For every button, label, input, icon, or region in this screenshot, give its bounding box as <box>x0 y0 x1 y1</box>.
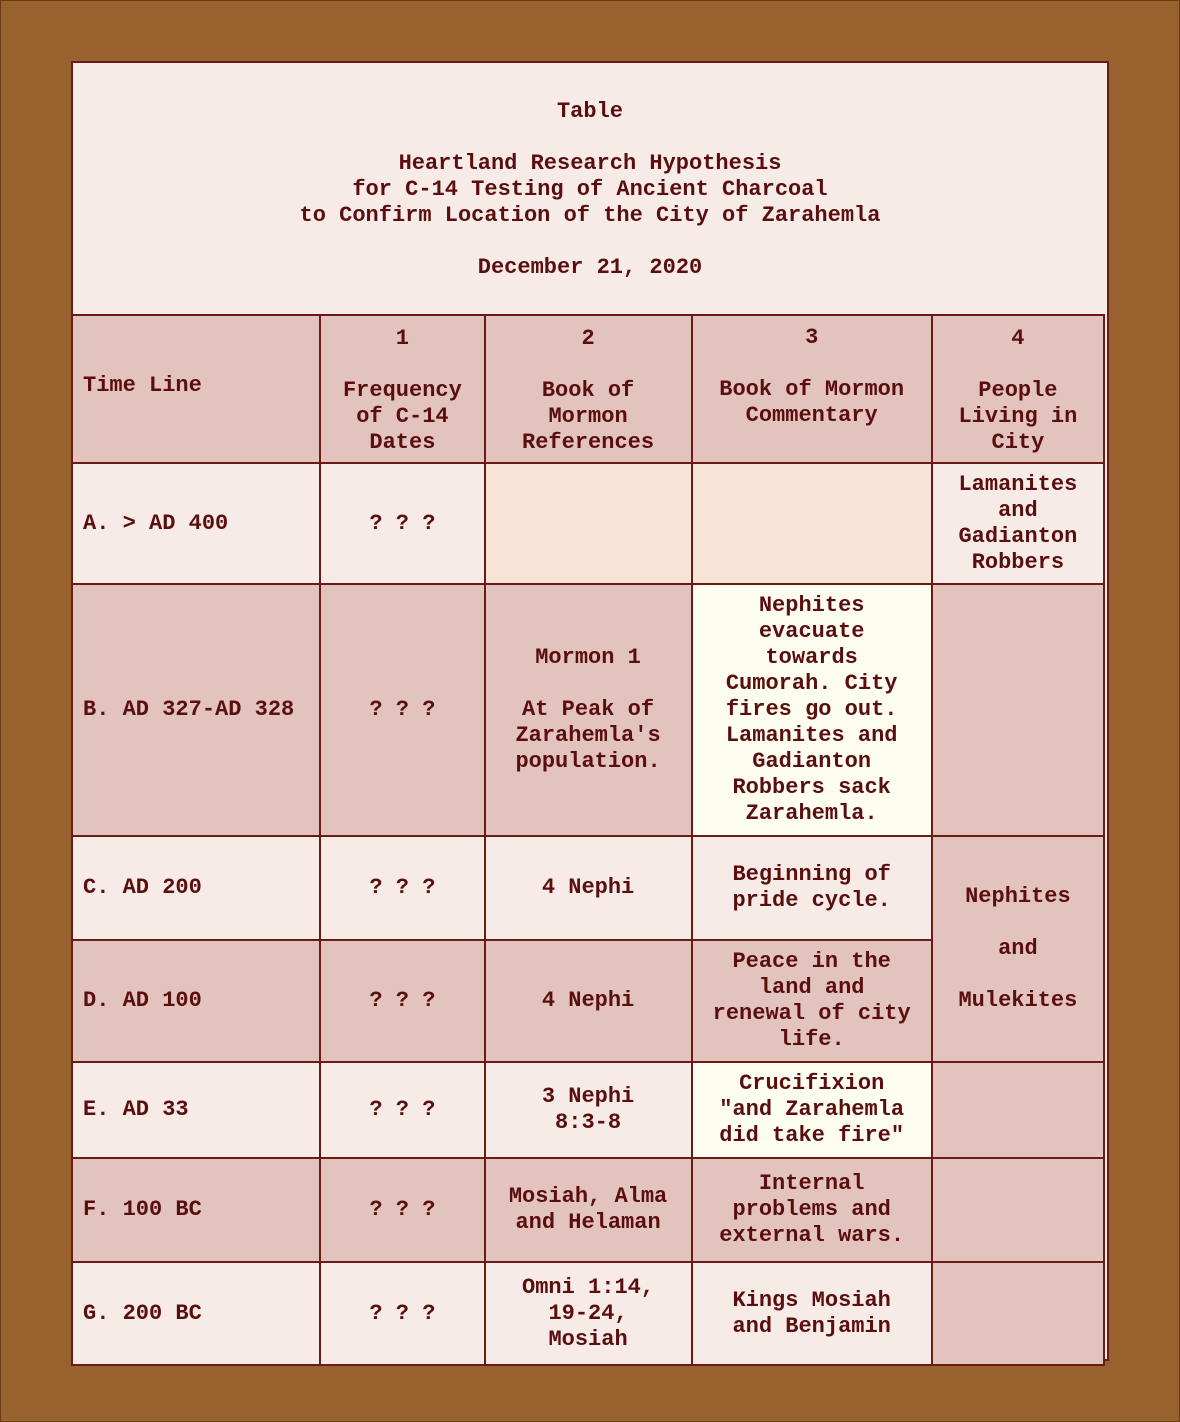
title-line-1: Heartland Research Hypothesis <box>398 151 782 176</box>
reference-cell: 4 Nephi <box>485 940 692 1062</box>
time-cell: A. > AD 400 <box>72 463 320 584</box>
table-label: Table <box>556 99 623 124</box>
table-row <box>72 584 1104 836</box>
people-mulekites: Mulekites <box>958 988 1078 1013</box>
header-people-label: People Living in City <box>958 378 1078 455</box>
header-commentary <box>692 315 932 463</box>
title-line-2: for C-14 Testing of Ancient Charcoal <box>352 177 828 202</box>
time-cell: F. 100 BC <box>72 1158 320 1262</box>
hypothesis-table <box>71 314 1105 1366</box>
header-frequency <box>320 315 484 463</box>
header-frequency-number: 1 <box>395 326 409 351</box>
reference-cell: Omni 1:14, 19-24, Mosiah <box>485 1262 692 1365</box>
commentary-cell: Crucifixion "and Zarahemla did take fire" <box>692 1062 932 1158</box>
people-cell-empty <box>932 584 1104 836</box>
frequency-cell: ? ? ? <box>320 1262 484 1365</box>
table-row <box>72 836 1104 940</box>
time-cell: B. AD 327-AD 328 <box>72 584 320 836</box>
header-row <box>72 315 1104 463</box>
people-span-cell <box>932 836 1104 1062</box>
frequency-cell: ? ? ? <box>320 940 484 1062</box>
table-row <box>72 463 1104 584</box>
header-frequency-label: Frequency of C-14 Dates <box>342 378 462 455</box>
table-row <box>72 1158 1104 1262</box>
header-references-number: 2 <box>581 326 595 351</box>
header-people <box>932 315 1104 463</box>
header-time-line: Time Line <box>72 315 320 463</box>
people-cell-empty <box>932 1158 1104 1262</box>
table-row <box>72 1262 1104 1365</box>
title-line-3: to Confirm Location of the City of Zarahemla <box>299 203 881 228</box>
header-references <box>485 315 692 463</box>
frequency-cell: ? ? ? <box>320 1158 484 1262</box>
time-cell: G. 200 BC <box>72 1262 320 1365</box>
people-nephites: Nephites <box>965 884 1071 909</box>
title-date: December 21, 2020 <box>477 255 703 280</box>
reference-cell: Mormon 1 At Peak of Zarahemla's population. <box>485 584 692 836</box>
reference-cell: 3 Nephi 8:3-8 <box>485 1062 692 1158</box>
frequency-cell: ? ? ? <box>320 836 484 940</box>
people-cell: Lamanites and Gadianton Robbers <box>932 463 1104 584</box>
people-cell-empty <box>932 1062 1104 1158</box>
commentary-cell: Kings Mosiah and Benjamin <box>692 1262 932 1365</box>
time-cell: E. AD 33 <box>72 1062 320 1158</box>
reference-cell: Mosiah, Alma and Helaman <box>485 1158 692 1262</box>
frequency-cell: ? ? ? <box>320 1062 484 1158</box>
time-cell: D. AD 100 <box>72 940 320 1062</box>
document-sheet <box>71 61 1109 1361</box>
table-row <box>72 1062 1104 1158</box>
commentary-cell: Beginning of pride cycle. <box>692 836 932 940</box>
reference-cell: 4 Nephi <box>485 836 692 940</box>
hatched-cell <box>692 463 932 584</box>
people-cell-empty <box>932 1262 1104 1365</box>
commentary-cell: Internal problems and external wars. <box>692 1158 932 1262</box>
time-cell: C. AD 200 <box>72 836 320 940</box>
header-people-number: 4 <box>1011 326 1025 351</box>
people-and: and <box>998 936 1038 961</box>
commentary-cell: Nephites evacuate towards Cumorah. City fires go out. Lamanites and Gadianton Robbers sack Zarahemla. <box>692 584 932 836</box>
frequency-cell: ? ? ? <box>320 463 484 584</box>
commentary-cell: Peace in the land and renewal of city life. <box>692 940 932 1062</box>
title-block <box>73 63 1107 315</box>
header-commentary-label: Book of Mormon Commentary <box>719 377 905 428</box>
header-commentary-number: 3 <box>805 325 819 350</box>
frequency-cell: ? ? ? <box>320 584 484 836</box>
hatched-cell <box>485 463 692 584</box>
header-references-label: Book of Mormon References <box>522 378 655 455</box>
